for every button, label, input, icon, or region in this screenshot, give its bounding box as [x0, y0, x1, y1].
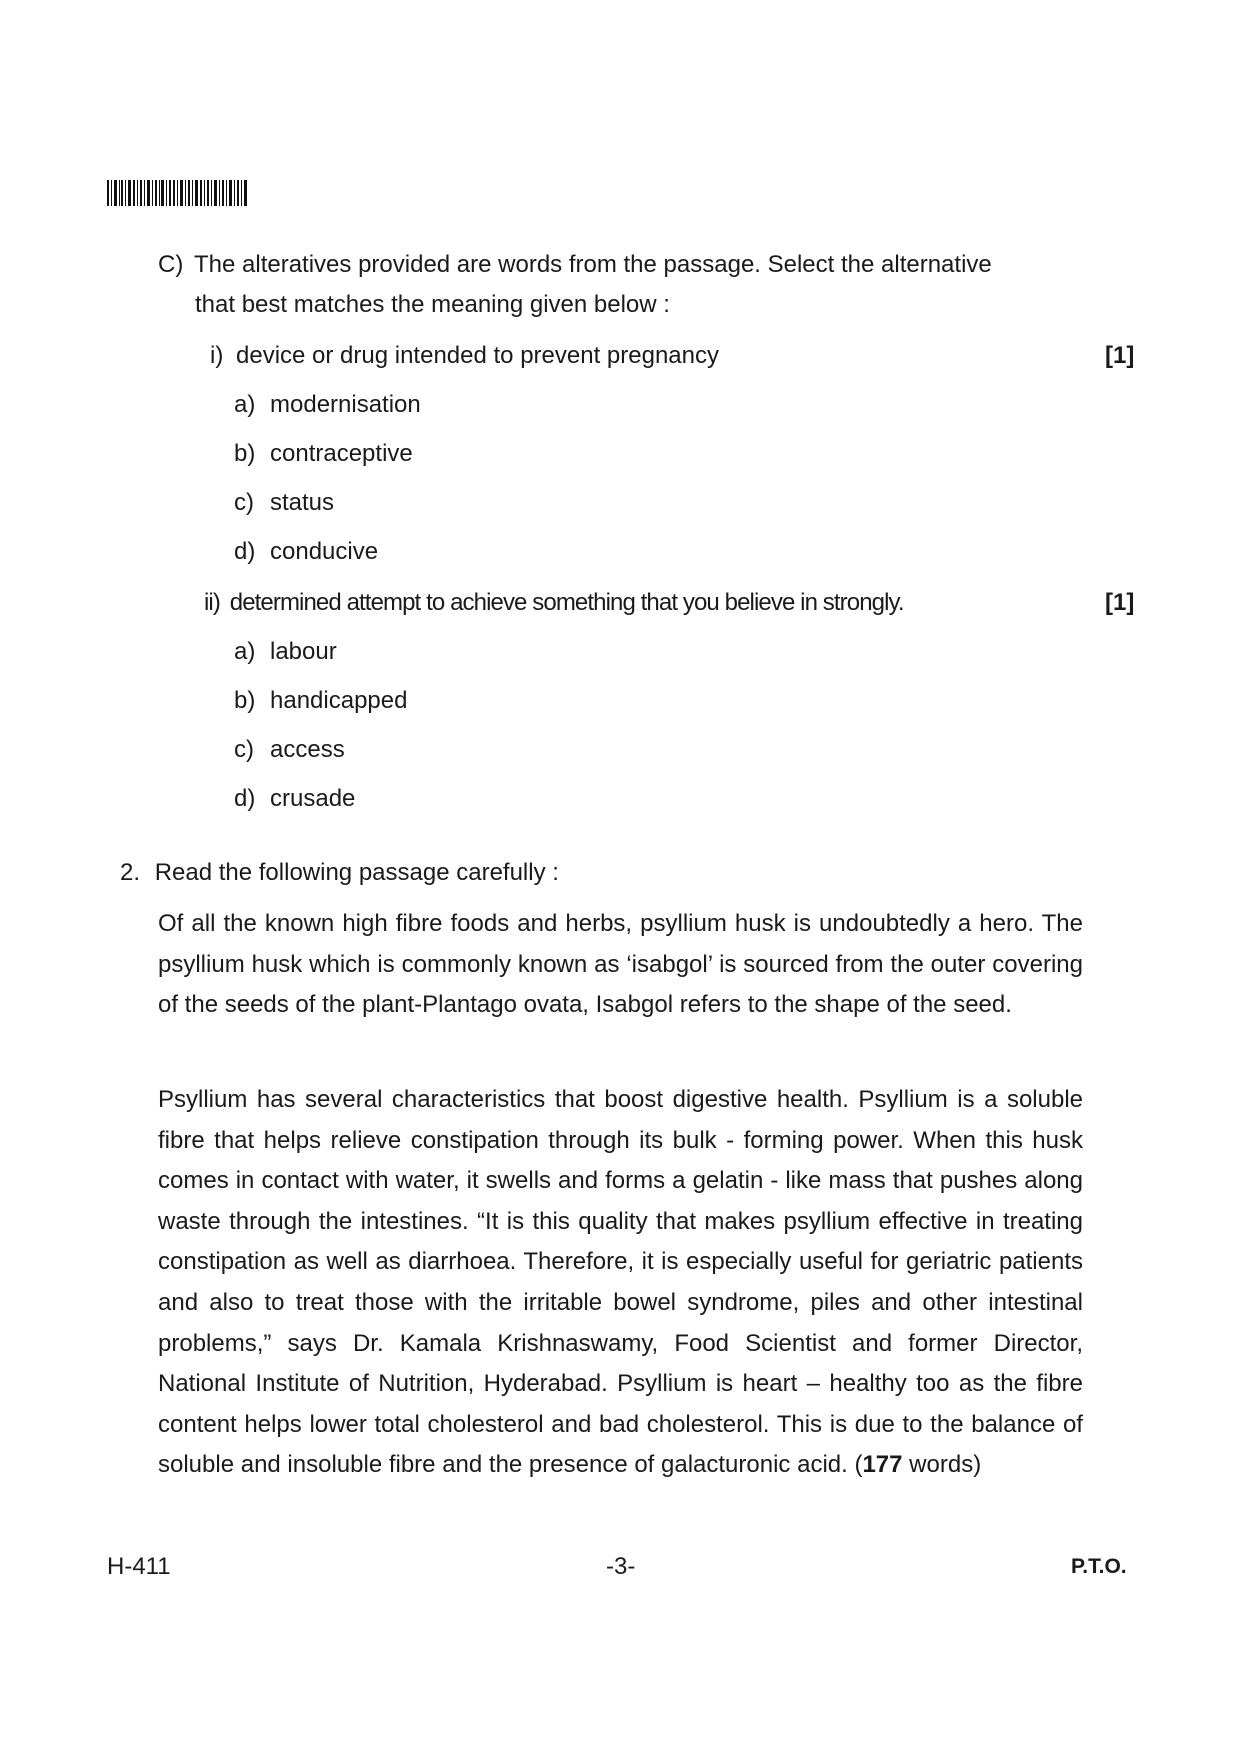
section-c-label: C) [158, 251, 184, 278]
barcode-icon [107, 180, 247, 206]
question-2-heading: Read the following passage carefully : [154, 859, 559, 886]
question-ii-option-a [234, 637, 337, 667]
question-2-heading-row [120, 858, 559, 888]
question-ii-option-b [234, 686, 407, 716]
question-i [210, 341, 719, 371]
passage-paragraph-2-text: Psyllium has several characteristics that boost digestive health. Psyllium is a soluble fibre that helps relieve constipation through its bulk - forming power. When this husk comes in contact with water, it swells and forms a gelatin - like mass that pushes along waste through the intestines. “It is this quality that makes psyllium effective in treating constipation as well as diarrhoea. Therefore, it is especially useful for geriatric patients and also to treat those with the irritable bowel syndrome, piles and other intestinal problems,” says Dr. Kamala Krishnaswamy, Food Scientist and former Director, National Institute of Nutrition, Hyderabad. Psyllium is heart – healthy too as the fibre content helps lower total cholesterol and bad cholesterol. This is due to the balance of soluble and insoluble fibre and the presence of galacturonic acid. ( [158, 1086, 1083, 1479]
footer-paper-code: H-411 [107, 1553, 171, 1580]
option-text: conducive [270, 538, 379, 565]
question-ii-option-d [234, 784, 355, 814]
option-letter: d) [234, 785, 256, 812]
passage-paragraph-2 [158, 1080, 1083, 1486]
option-letter: c) [234, 489, 254, 516]
option-text: handicapped [270, 687, 408, 714]
section-c-instruction-line2: that best matches the meaning given below : [195, 291, 670, 318]
question-i-option-d [234, 537, 378, 567]
option-text: status [270, 489, 335, 516]
section-c-instruction-text: The alteratives provided are words from the passage. Select the alternative [194, 251, 992, 278]
option-letter: a) [234, 391, 256, 418]
question-i-option-c [234, 488, 334, 518]
question-ii-option-c [234, 735, 345, 765]
question-i-marks: [1] [1105, 342, 1135, 369]
word-count-suffix: words) [902, 1451, 982, 1479]
question-i-option-a [234, 390, 421, 420]
option-text: contraceptive [270, 440, 413, 467]
option-text: access [270, 736, 345, 763]
question-2-number: 2. [120, 859, 141, 886]
option-text: crusade [270, 785, 356, 812]
question-i-number: i) [210, 342, 224, 369]
section-c-instruction-line1 [158, 250, 992, 280]
question-i-option-b [234, 439, 413, 469]
option-letter: a) [234, 638, 256, 665]
question-ii-text: determined attempt to achieve something that you believe in strongly. [229, 589, 904, 616]
footer-page-number: -3- [606, 1553, 636, 1580]
footer-pto: P.T.O. [1071, 1555, 1127, 1578]
option-letter: b) [234, 440, 256, 467]
question-i-text: device or drug intended to prevent pregnancy [236, 342, 719, 369]
option-text: modernisation [270, 391, 421, 418]
option-letter: c) [234, 736, 254, 763]
question-ii-marks: [1] [1105, 589, 1135, 616]
option-text: labour [270, 638, 337, 665]
option-letter: b) [234, 687, 256, 714]
word-count: 177 [862, 1451, 903, 1479]
question-ii [204, 588, 904, 618]
passage-paragraph-1: Of all the known high fibre foods and herbs, psyllium husk is undoubtedly a hero. The psyllium husk which is commonly known as ‘isabgol’ is sourced from the outer covering of the seeds of the plant-Plantago ovata, Isabgol refers to the shape of the seed. [158, 910, 1083, 1019]
question-ii-number: ii) [204, 589, 220, 616]
option-letter: d) [234, 538, 256, 565]
